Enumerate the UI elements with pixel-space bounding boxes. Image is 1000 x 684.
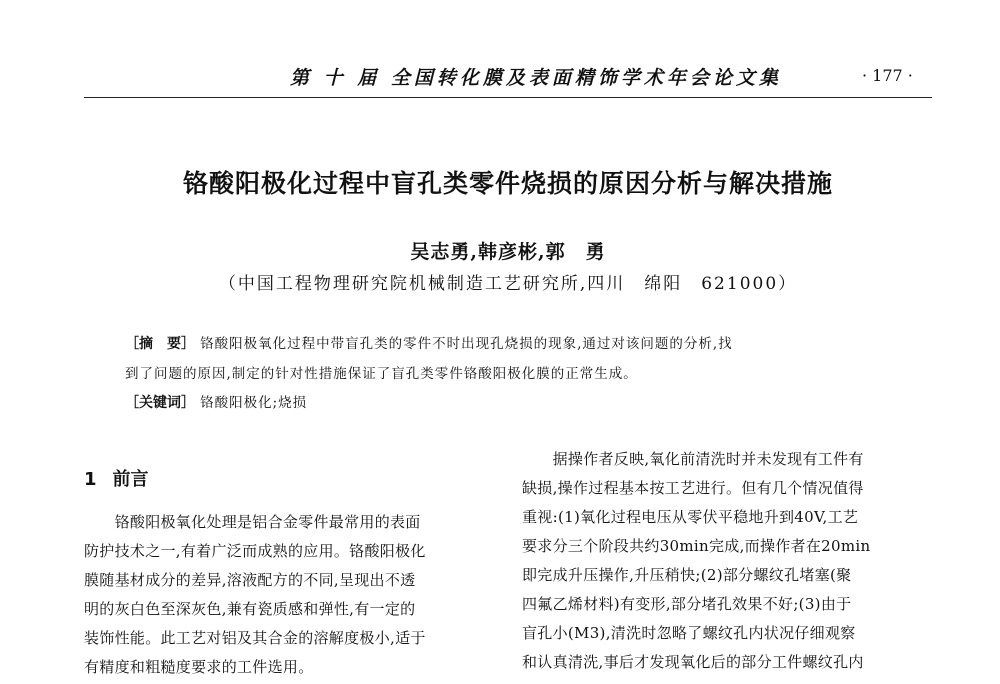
section-heading <box>84 465 149 491</box>
paper-authors: 吴志勇,韩彦彬,郭 勇 <box>410 241 606 263</box>
body-text-line: 防护技术之一,有着广泛而成熟的应用。铬酸阳极化 <box>84 542 426 560</box>
body-text-line: 缺损,操作过程基本按工艺进行。但有几个情况值得 <box>522 479 864 497</box>
body-text-line: 铬酸阳极氧化处理是铝合金零件最常用的表面 <box>84 513 421 531</box>
abstract-text-line: 到了问题的原因,制定的针对性措施保证了盲孔类零件铬酸阳极化膜的正常生成。 <box>125 366 638 382</box>
keywords-label: ［关键词］ <box>125 395 195 411</box>
body-text-line: 即完成升压操作,升压稍快;(2)部分螺纹孔堵塞(聚 <box>522 566 852 584</box>
page-number: · 177 · <box>862 66 913 85</box>
body-text-line: 要求分三个阶段共约30min完成,而操作者在20min <box>522 537 871 555</box>
body-text-line: 盲孔小(M3),清洗时忽略了螺纹孔内状况仔细观察 <box>522 624 856 642</box>
body-text-line: 明的灰白色至深灰色,兼有瓷质感和弹性,有一定的 <box>84 600 416 618</box>
running-header-title: 第 十 届 全国转化膜及表面精饰学术年会论文集 <box>290 67 782 89</box>
body-text-line: 和认真清洗,事后才发现氧化后的部分工件螺纹孔内 <box>522 653 864 671</box>
body-text-line: 装饰性能。此工艺对铝及其合金的溶解度极小,适于 <box>84 629 426 647</box>
body-text-line: 重视:(1)氧化过程电压从零伏平稳地升到40V,工艺 <box>522 508 859 526</box>
header-divider <box>84 97 932 98</box>
abstract-text-line: 铬酸阳极氧化过程中带盲孔类的零件不时出现孔烧损的现象,通过对该问题的分析,找 <box>200 336 733 352</box>
body-text-line: 据操作者反映,氧化前清洗时并未发现有工件有 <box>522 450 864 468</box>
keywords <box>125 391 307 412</box>
section-title: 前言 <box>112 469 149 490</box>
keywords-text: 铬酸阳极化;烧损 <box>200 395 308 411</box>
section-number: 1 <box>84 469 97 490</box>
body-text-line: 四氟乙烯材料)有变形,部分堵孔效果不好;(3)由于 <box>522 595 852 613</box>
abstract <box>125 332 733 353</box>
paper-title: 铬酸阳极化过程中盲孔类零件烧损的原因分析与解决措施 <box>182 169 833 198</box>
paper-affiliation: （中国工程物理研究院机械制造工艺研究所,四川 绵阳 621000） <box>218 274 798 294</box>
abstract-label: ［摘 要］ <box>125 336 195 352</box>
body-text-line: 膜随基材成分的差异,溶液配方的不同,呈现出不透 <box>84 571 416 589</box>
body-text-line: 有精度和粗糙度要求的工件选用。 <box>84 658 314 676</box>
